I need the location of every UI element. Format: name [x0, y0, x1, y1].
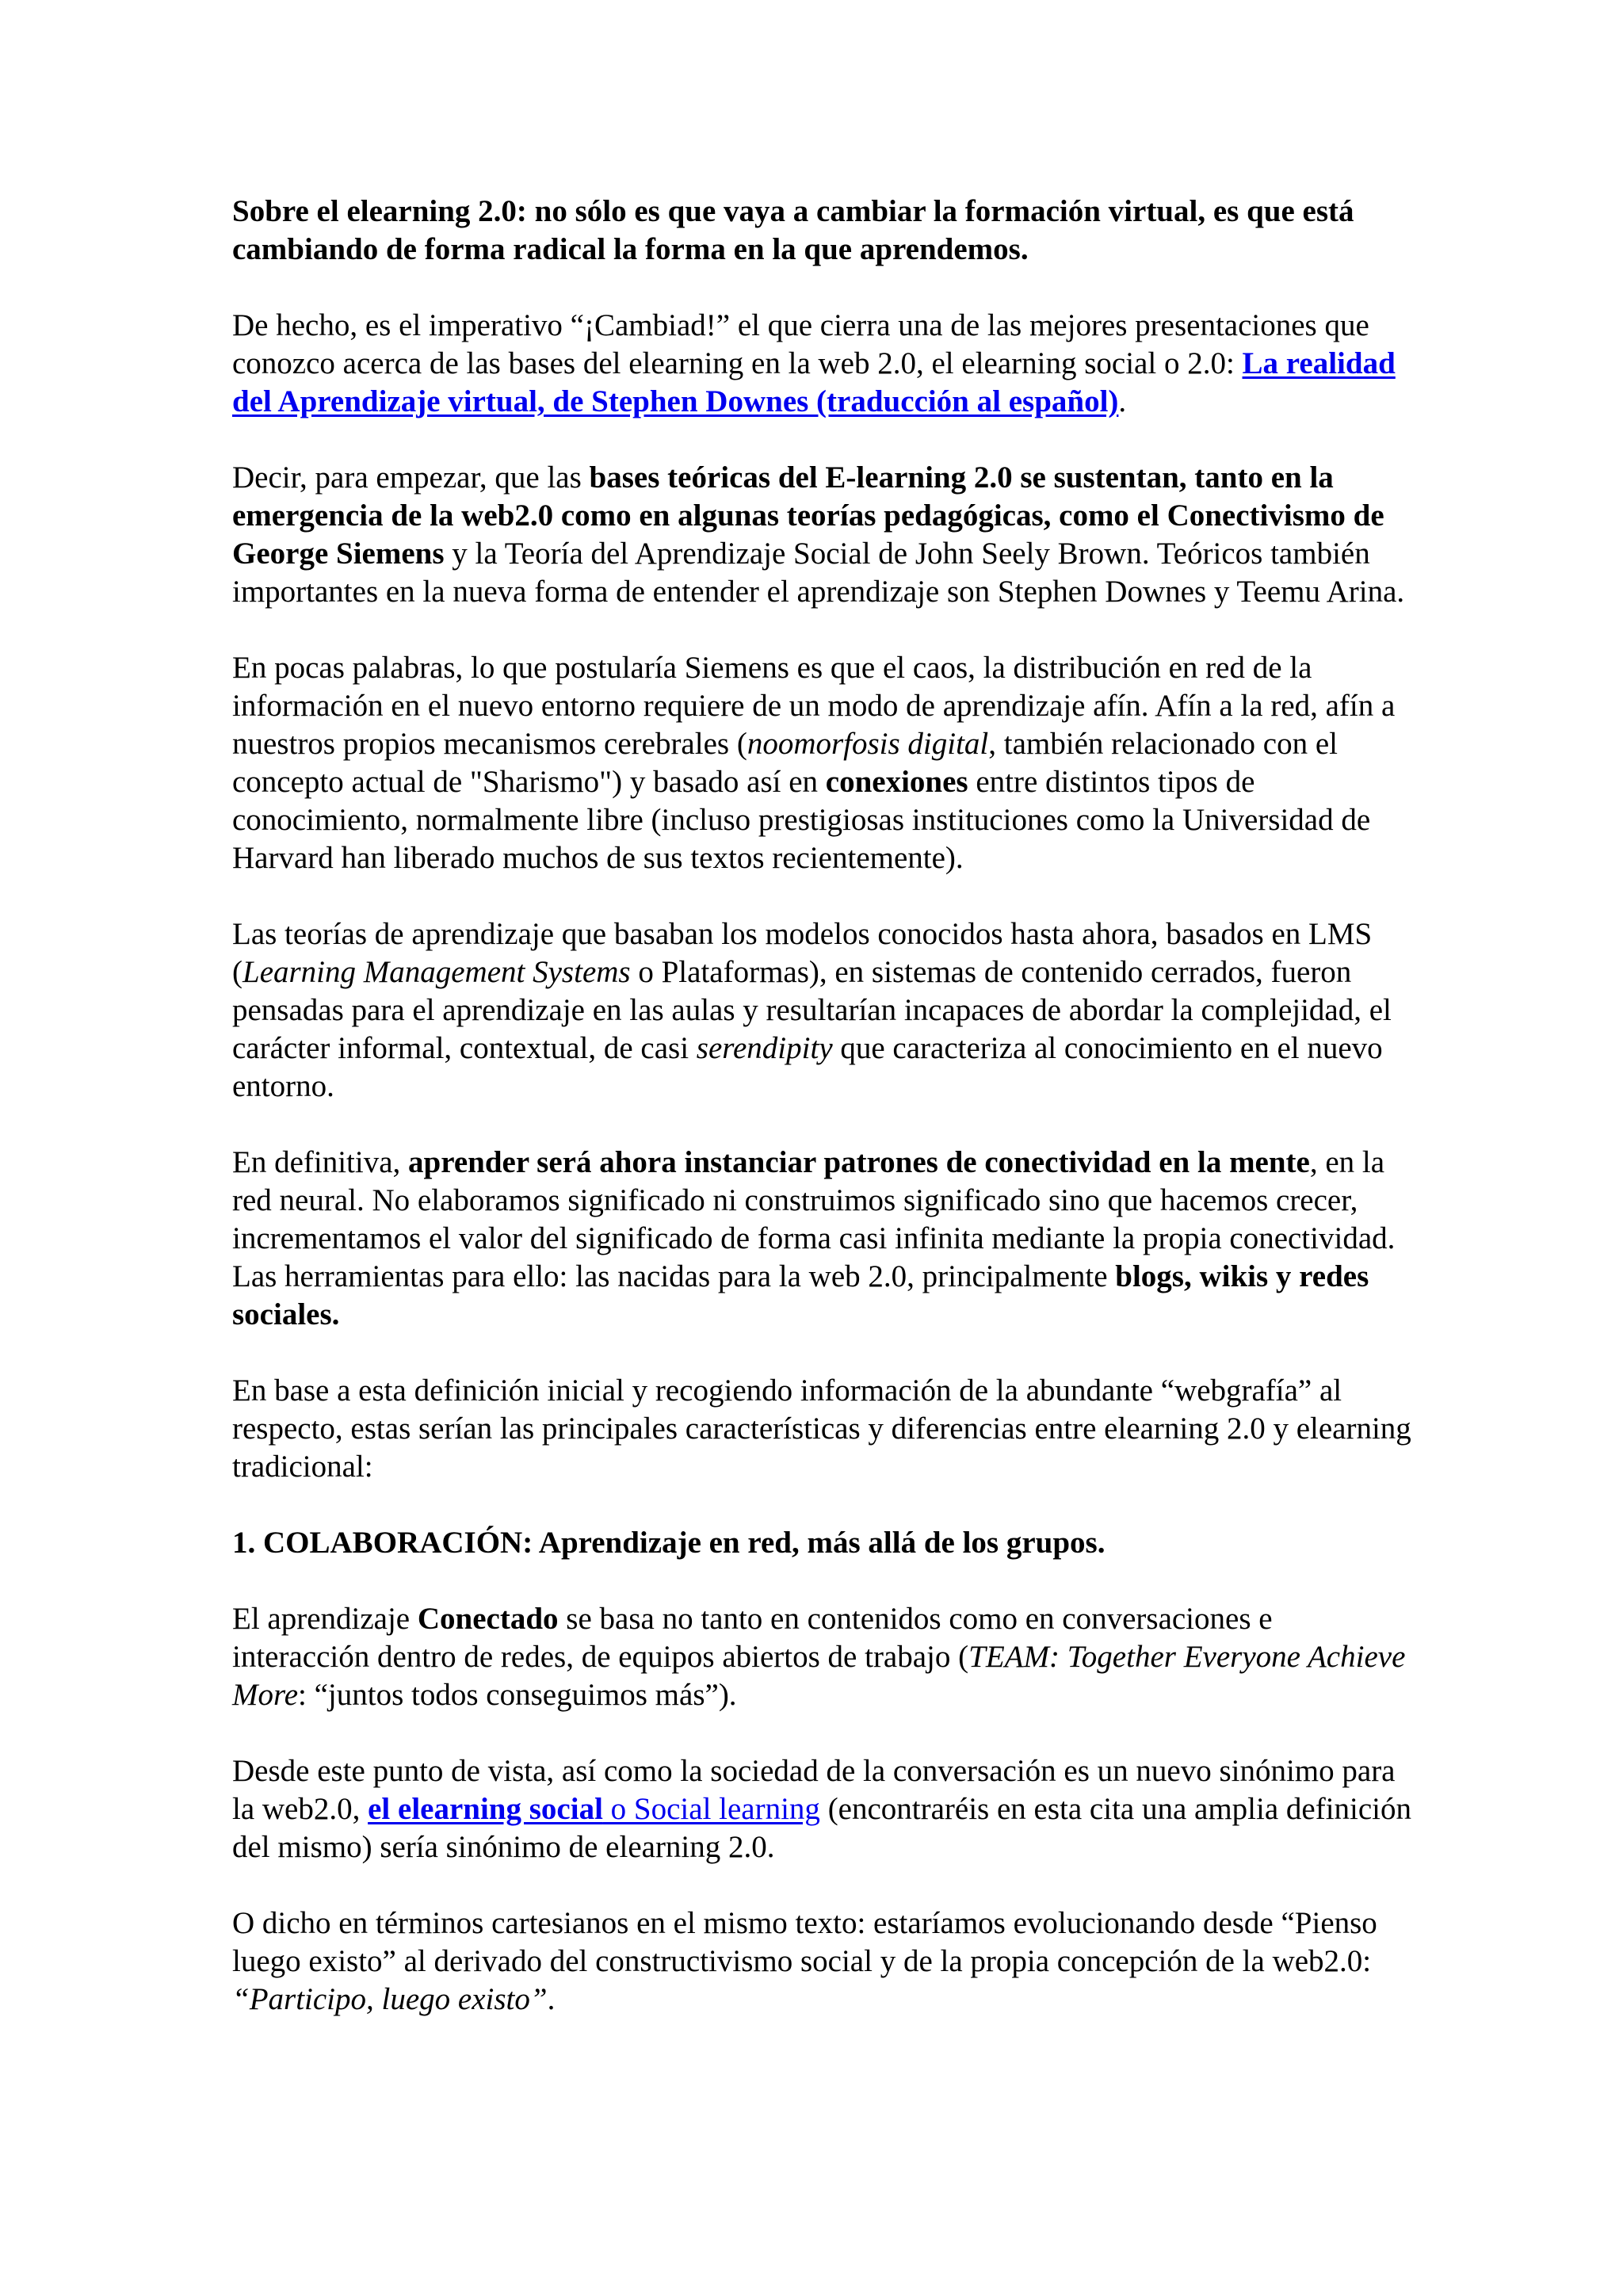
paragraph-8: Desde este punto de vista, así como la sociedad de la conversación es un nuevo sinónimo para la web2.0, el elearning social o Social learning (encontraréis en esta cita una amplia definición del mismo) sería sinónimo de elearning 2.0. [232, 1754, 1412, 1864]
paragraph-9: O dicho en términos cartesianos en el mismo texto: estaríamos evolucionando desde “Pienso luego existo” al derivado del constructivismo social y de la propia concepción de la web2.0: “Participo, luego existo”. [232, 1906, 1377, 2016]
social-elearning-link[interactable]: el elearning social o Social learning [368, 1792, 820, 1826]
paragraph-2: Decir, para empezar, que las bases teóricas del E-learning 2.0 se sustentan, tanto en la emergencia de la web2.0 como en algunas teorías pedagógicas, como el Conectivismo de George Siemens y la Teoría del Aprendizaje Social de John Seely Brown. Teóricos también importantes en la nueva forma de entender el aprendizaje son Stephen Downes y Teemu Arina. [232, 460, 1405, 609]
paragraph-5: En definitiva, aprender será ahora instanciar patrones de conectividad en la mente, en la red neural. No elaboramos significado ni construimos significado sino que hacemos crecer, incrementamos el valor del significado de forma casi infinita mediante la propia conectividad. Las herramientas para ello: las nacidas para la web 2.0, principalmente blogs, wikis y redes sociales. [232, 1145, 1396, 1331]
paragraph-3: En pocas palabras, lo que postularía Siemens es que el caos, la distribución en red de la información en el nuevo entorno requiere de un modo de aprendizaje afín. Afín a la red, afín a nuestros propios mecanismos cerebrales (noomorfosis digital, también relacionado con el concepto actual de "Sharismo") y basado así en conexiones entre distintos tipos de conocimiento, normalmente libre (incluso prestigiosas instituciones como la Universidad de Harvard han liberado muchos de sus textos recientemente). [232, 651, 1396, 875]
section-heading-colaboracion: 1. COLABORACIÓN: Aprendizaje en red, más allá de los grupos. [232, 1526, 1106, 1560]
paragraph-1: De hecho, es el imperativo “¡Cambiad!” el que cierra una de las mejores presentaciones que conozco acerca de las bases del elearning en la web 2.0, el elearning social o 2.0: La realidad del Aprendizaje virtual, de Stephen Downes (traducción al español). [232, 308, 1396, 418]
paragraph-7: El aprendizaje Conectado se basa no tanto en contenidos como en conversaciones e interacción dentro de redes, de equipos abiertos de trabajo (TEAM: Together Everyone Achieve More: “juntos todos conseguimos más”). [232, 1602, 1406, 1712]
document-page [232, 193, 1413, 2057]
document-title: Sobre el elearning 2.0: no sólo es que vaya a cambiar la formación virtual, es que está cambiando de forma radical la forma en la que aprendemos. [232, 194, 1354, 266]
downes-presentation-link[interactable]: La realidad del Aprendizaje virtual, de Stephen Downes (traducción al español) [232, 346, 1396, 418]
paragraph-6: En base a esta definición inicial y recogiendo información de la abundante “webgrafía” al respecto, estas serían las principales características y diferencias entre elearning 2.0 y elearning tradicional: [232, 1373, 1411, 1484]
paragraph-4: Las teorías de aprendizaje que basaban los modelos conocidos hasta ahora, basados en LMS (Learning Management Systems o Plataformas), en sistemas de contenido cerrados, fueron pensadas para el aprendizaje en las aulas y resultarían incapaces de abordar la complejidad, el carácter informal, contextual, de casi serendipity que caracteriza al conocimiento en el nuevo entorno. [232, 917, 1392, 1103]
